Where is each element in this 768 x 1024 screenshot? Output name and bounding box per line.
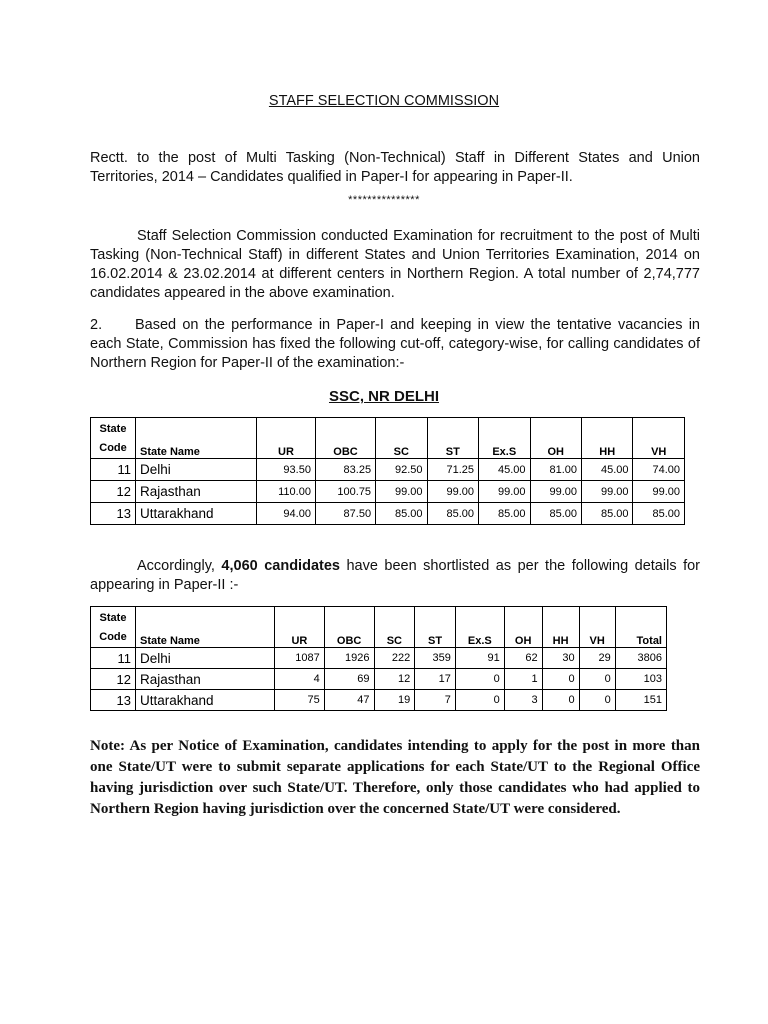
- cell-oh: 3: [504, 690, 542, 711]
- header-oh: OH: [504, 607, 542, 648]
- cell-hh: 45.00: [582, 459, 633, 481]
- cell-hh: 0: [542, 669, 579, 690]
- cell-sc: 85.00: [376, 503, 427, 525]
- table-row: [91, 648, 667, 669]
- cell-sc: 12: [374, 669, 415, 690]
- separator-stars: ***************: [348, 194, 420, 206]
- cell-sc: 92.50: [376, 459, 427, 481]
- cell-oh: 1: [504, 669, 542, 690]
- table-row: [91, 503, 685, 525]
- cell-code: 11: [91, 648, 136, 669]
- cell-oh: 62: [504, 648, 542, 669]
- cell-exs: 45.00: [479, 459, 530, 481]
- header-obc: OBC: [315, 418, 375, 459]
- cutoff-paragraph: [90, 316, 700, 373]
- header-total: Total: [615, 607, 666, 648]
- header-state-code: State Code: [91, 607, 136, 648]
- header-sc: SC: [374, 607, 415, 648]
- cutoff-paragraph-text: Based on the performance in Paper-I and keeping in view the tentative vacancies in each State, Commission has fixed the following cut-off, category-wise, for calling candidates of Northern Region for Paper-II of the examination:-: [90, 317, 700, 371]
- shortlist-table: [90, 606, 667, 711]
- header-state-code: State Code: [91, 418, 136, 459]
- header-obc: OBC: [324, 607, 374, 648]
- cell-code: 11: [91, 459, 136, 481]
- cell-ur: 93.50: [257, 459, 316, 481]
- cell-total: 103: [615, 669, 666, 690]
- cell-vh: 85.00: [633, 503, 685, 525]
- cutoff-table: [90, 417, 685, 525]
- header-state-name: State Name: [136, 418, 257, 459]
- cell-sc: 99.00: [376, 481, 427, 503]
- cell-name: Rajasthan: [136, 669, 275, 690]
- cell-obc: 1926: [324, 648, 374, 669]
- cell-st: 359: [415, 648, 456, 669]
- cell-hh: 30: [542, 648, 579, 669]
- cell-hh: 99.00: [582, 481, 633, 503]
- cell-code: 12: [91, 669, 136, 690]
- cell-ur: 75: [275, 690, 325, 711]
- cell-hh: 0: [542, 690, 579, 711]
- note-label: Note: [90, 738, 120, 754]
- cell-total: 3806: [615, 648, 666, 669]
- header-hh: HH: [582, 418, 633, 459]
- header-hh: HH: [542, 607, 579, 648]
- header-vh: VH: [633, 418, 685, 459]
- table-row: [91, 459, 685, 481]
- cell-exs: 99.00: [479, 481, 530, 503]
- header-st: ST: [427, 418, 478, 459]
- intro-paragraph: Rectt. to the post of Multi Tasking (Non-Technical) Staff in Different States and Union Territories, 2014 – Candidates qualified in Paper-I for appearing in Paper-II.: [90, 150, 700, 185]
- cell-name: Uttarakhand: [136, 503, 257, 525]
- page-title: STAFF SELECTION COMMISSION: [268, 93, 500, 109]
- cell-exs: 0: [455, 690, 504, 711]
- table-row: [91, 690, 667, 711]
- cell-obc: 83.25: [315, 459, 375, 481]
- cell-ur: 1087: [275, 648, 325, 669]
- cell-name: Delhi: [136, 648, 275, 669]
- cell-exs: 85.00: [479, 503, 530, 525]
- header-exs: Ex.S: [455, 607, 504, 648]
- cell-st: 85.00: [427, 503, 478, 525]
- header-ur: UR: [257, 418, 316, 459]
- cell-ur: 110.00: [257, 481, 316, 503]
- shortlist-paragraph: [90, 557, 700, 595]
- shortlist-text-after: have been shortlisted as per the following details for appearing in Paper-II :-: [90, 558, 700, 593]
- cell-code: 13: [91, 503, 136, 525]
- cell-exs: 0: [455, 669, 504, 690]
- cell-st: 17: [415, 669, 456, 690]
- cell-vh: 99.00: [633, 481, 685, 503]
- cell-st: 71.25: [427, 459, 478, 481]
- cell-oh: 99.00: [530, 481, 581, 503]
- note-text: : As per Notice of Examination, candidates intending to apply for the post in more than one State/UT were to submit separate applications for each State/UT to the Regional Office having jurisdiction over such State/UT. Therefore, only those candidates who had applied to Northern Region having jurisdiction over the concerned State/UT were considered.: [90, 738, 700, 817]
- cell-total: 151: [615, 690, 666, 711]
- cell-vh: 0: [579, 669, 615, 690]
- cell-ur: 4: [275, 669, 325, 690]
- cell-obc: 47: [324, 690, 374, 711]
- cell-st: 7: [415, 690, 456, 711]
- table-row: [91, 481, 685, 503]
- table-row: [91, 669, 667, 690]
- cell-obc: 100.75: [315, 481, 375, 503]
- cell-obc: 87.50: [315, 503, 375, 525]
- cell-st: 99.00: [427, 481, 478, 503]
- cell-oh: 81.00: [530, 459, 581, 481]
- shortlist-count: 4,060 candidates: [221, 558, 340, 574]
- header-ur: UR: [275, 607, 325, 648]
- cell-code: 12: [91, 481, 136, 503]
- cell-vh: 29: [579, 648, 615, 669]
- cell-ur: 94.00: [257, 503, 316, 525]
- cell-name: Rajasthan: [136, 481, 257, 503]
- cell-sc: 19: [374, 690, 415, 711]
- exam-paragraph: Staff Selection Commission conducted Examination for recruitment to the post of Multi Tasking (Non-Technical Staff) in different States and Union Territories Examination, 2014 on 16.02.2014 & 23.02.2014 at different centers in Northern Region. A total number of 2,74,777 candidates appeared in the above examination.: [90, 228, 700, 301]
- paragraph-number: 2.: [90, 317, 103, 333]
- header-exs: Ex.S: [479, 418, 530, 459]
- section-heading: SSC, NR DELHI: [328, 388, 439, 405]
- header-st: ST: [415, 607, 456, 648]
- header-state-name: State Name: [136, 607, 275, 648]
- cell-exs: 91: [455, 648, 504, 669]
- table-header-row: [91, 607, 667, 648]
- header-oh: OH: [530, 418, 581, 459]
- note-paragraph: [90, 736, 700, 820]
- header-sc: SC: [376, 418, 427, 459]
- cell-oh: 85.00: [530, 503, 581, 525]
- cell-obc: 69: [324, 669, 374, 690]
- cell-vh: 74.00: [633, 459, 685, 481]
- table-header-row: [91, 418, 685, 459]
- shortlist-text-before: Accordingly,: [137, 558, 222, 574]
- cell-name: Delhi: [136, 459, 257, 481]
- cell-name: Uttarakhand: [136, 690, 275, 711]
- cell-vh: 0: [579, 690, 615, 711]
- header-vh: VH: [579, 607, 615, 648]
- cell-hh: 85.00: [582, 503, 633, 525]
- cell-code: 13: [91, 690, 136, 711]
- cell-sc: 222: [374, 648, 415, 669]
